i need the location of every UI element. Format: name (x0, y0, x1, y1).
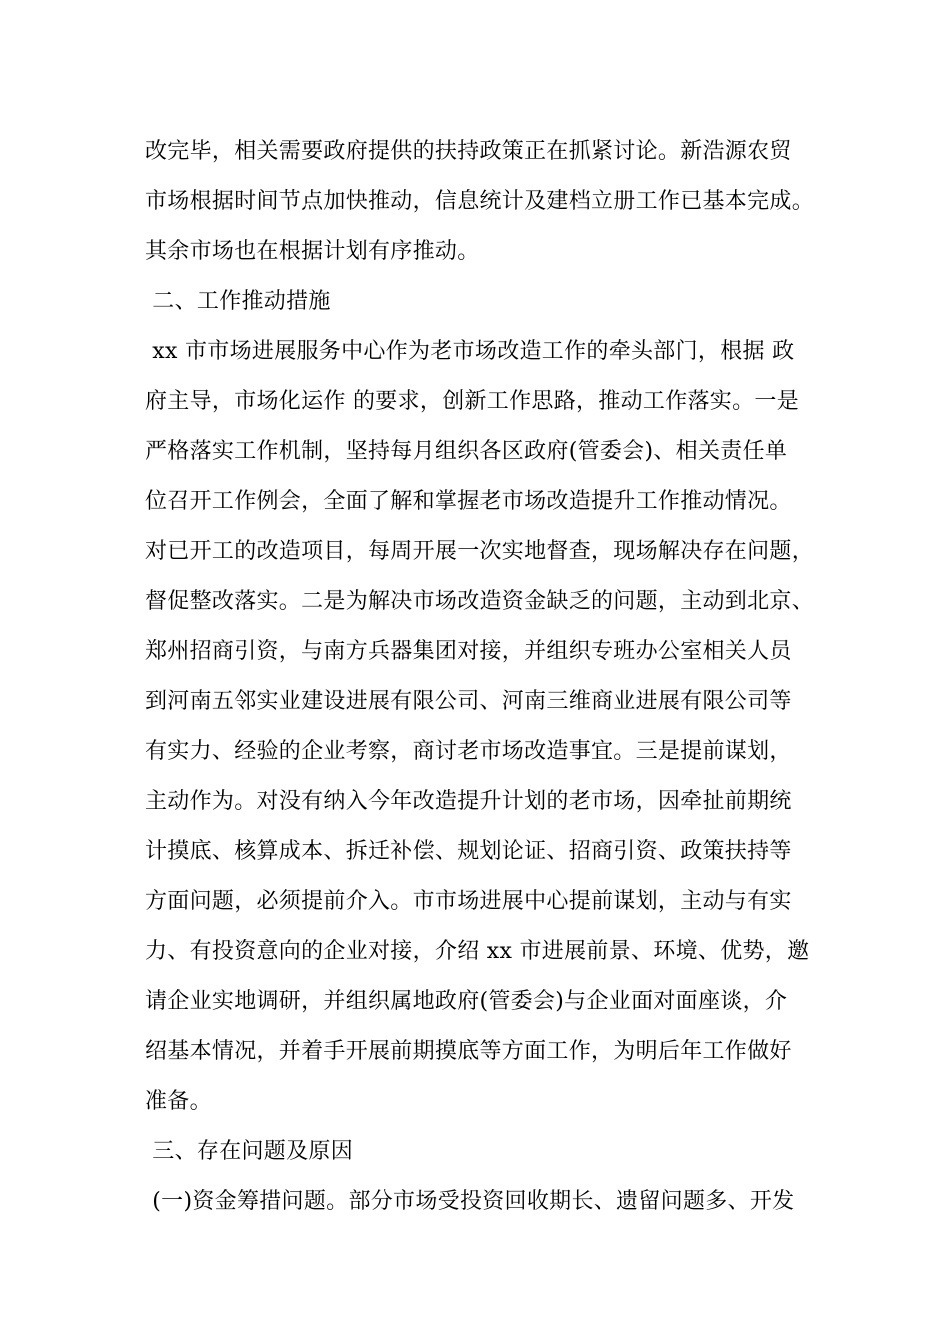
text-line: 请企业实地调研，并组织属地政府(管委会)与企业面对面座谈，介 (145, 989, 788, 1014)
text-line: 府主导，市场化运作 的要求，创新工作思路，推动工作落实。一是 (145, 389, 799, 414)
text-line: 市场根据时间节点加快推动，信息统计及建档立册工作已基本完成。 (145, 189, 815, 214)
text-line: 绍基本情况，并着手开展前期摸底等方面工作，为明后年工作做好 (145, 1039, 792, 1064)
text-line: 有实力、经验的企业考察，商讨老市场改造事宜。三是提前谋划， (145, 739, 792, 764)
section-heading: 三、存在问题及原因 (145, 1139, 353, 1164)
text-line: 位召开工作例会，全面了解和掌握老市场改造提升工作推动情况。 (145, 489, 792, 514)
text-line: 督促整改落实。二是为解决市场改造资金缺乏的问题，主动到北京、 (145, 589, 815, 614)
text-line: 到河南五邻实业建设进展有限公司、河南三维商业进展有限公司等 (145, 689, 792, 714)
text-line: 准备。 (145, 1089, 212, 1114)
text-line: 对已开工的改造项目，每周开展一次实地督查，现场解决存在问题， (145, 539, 815, 564)
text-line: 主动作为。对没有纳入今年改造提升计划的老市场，因牵扯前期统 (145, 789, 792, 814)
text-line: 力、有投资意向的企业对接，介绍 xx 市进展前景、环境、优势，邀 (145, 939, 810, 964)
text-line: xx 市市场进展服务中心作为老市场改造工作的牵头部门，根据 政 (145, 339, 795, 364)
text-line: 其余市场也在根据计划有序推动。 (145, 239, 480, 264)
section-heading: 二、工作推动措施 (145, 289, 331, 314)
text-line: 严格落实工作机制，坚持每月组织各区政府(管委会)、相关责任单 (145, 439, 788, 464)
text-line: 方面问题，必须提前介入。市市场进展中心提前谋划，主动与有实 (145, 889, 792, 914)
text-line: 计摸底、核算成本、拆迁补偿、规划论证、招商引资、政策扶持等 (145, 839, 792, 864)
text-line: (一)资金筹措问题。部分市场受投资回收期长、遗留问题多、开发 (145, 1189, 795, 1214)
text-line: 改完毕，相关需要政府提供的扶持政策正在抓紧讨论。新浩源农贸 (145, 139, 792, 164)
text-line: 郑州招商引资，与南方兵器集团对接，并组织专班办公室相关人员 (145, 639, 792, 664)
